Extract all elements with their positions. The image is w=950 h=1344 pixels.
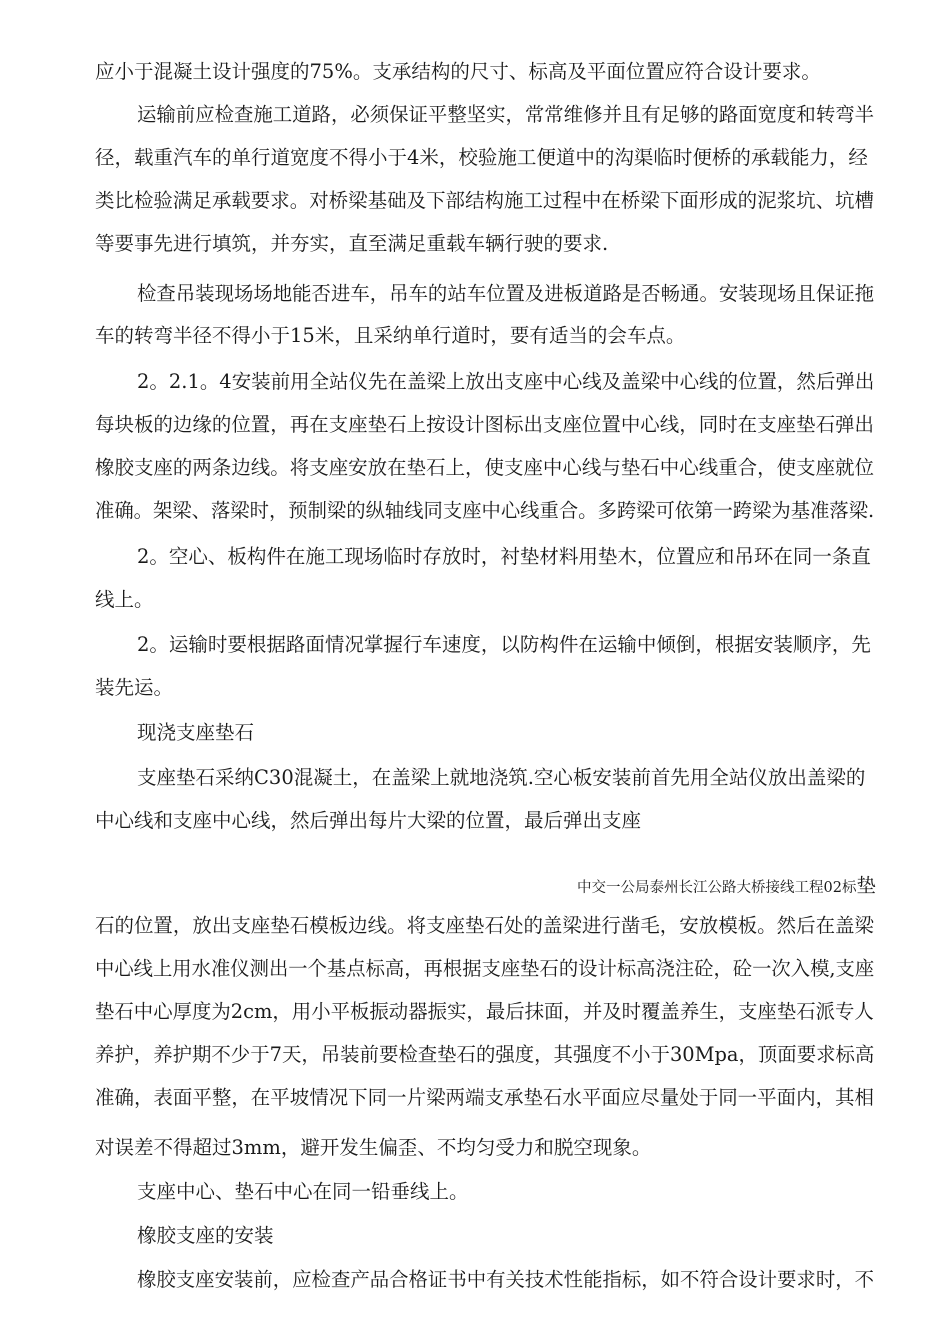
text-line: 线上。: [95, 588, 154, 611]
section-heading: 橡胶支座的安装: [137, 1224, 274, 1247]
text-line: 支座垫石采纳C30混凝土，在盖梁上就地浇筑.空心板安装前首先用全站仪放出盖梁的: [137, 766, 866, 789]
text-line: 装先运。: [95, 676, 174, 699]
text-line: 养护，养护期不少于7天，吊装前要检查垫石的强度，其强度不小于30Mpa，顶面要求标高: [95, 1043, 875, 1066]
text-line: 2。运输时要根据路面情况掌握行车速度，以防构件在运输中倾倒，根据安装顺序，先: [137, 633, 871, 656]
text-line: 中心线和支座中心线，然后弹出每片大梁的位置，最后弹出支座: [95, 809, 642, 832]
text-line: 应小于混凝土设计强度的75%。支承结构的尺寸、标高及平面位置应符合设计要求。: [95, 60, 821, 83]
footer-tail: 垫: [856, 874, 876, 897]
text-line: 垫石中心厚度为2cm，用小平板振动器振实，最后抹面，并及时覆盖养生，支座垫石派专人: [95, 1000, 874, 1023]
text-line: 类比检验满足承载要求。对桥梁基础及下部结构施工过程中在桥梁下面形成的泥浆坑、坑槽: [95, 189, 875, 212]
text-line: 检查吊装现场场地能否进车，吊车的站车位置及进板道路是否畅通。安装现场且保证拖: [137, 282, 875, 305]
text-line: 每块板的边缘的位置，再在支座垫石上按设计图标出支座位置中心线，同时在支座垫石弹出: [95, 413, 875, 436]
text-line: 准确，表面平整，在平坡情况下同一片梁两端支承垫石水平面应尽量处于同一平面内，其相: [95, 1086, 875, 1109]
text-line: 2。空心、板构件在施工现场临时存放时，衬垫材料用垫木，位置应和吊环在同一条直: [137, 545, 871, 568]
text-line: 车的转弯半径不得小于15米，且采纳单行道时，要有适当的会车点。: [95, 324, 686, 347]
section-heading: 现浇支座垫石: [137, 721, 255, 744]
text-line: 支座中心、垫石中心在同一铅垂线上。: [137, 1180, 469, 1203]
text-line: 石的位置，放出支座垫石模板边线。将支座垫石处的盖梁进行凿毛，安放模板。然后在盖梁: [95, 914, 875, 937]
text-line: 准确。架梁、落梁时，预制梁的纵轴线同支座中心线重合。多跨梁可依第一跨梁为基准落梁.: [95, 499, 875, 522]
text-line: 橡胶支座安装前，应检查产品合格证书中有关技术性能指标，如不符合设计要求时，不: [137, 1268, 875, 1291]
text-line: 等要事先进行填筑，并夯实，直至满足重载车辆行驶的要求.: [95, 232, 609, 255]
text-line: 运输前应检查施工道路，必须保证平整坚实，常常维修并且有足够的路面宽度和转弯半: [137, 103, 875, 126]
page-footer: [577, 876, 876, 898]
text-line: 对误差不得超过3mm，避开发生偏歪、不均匀受力和脱空现象。: [95, 1136, 652, 1159]
text-line: 2。2.1。4安装前用全站仪先在盖梁上放出支座中心线及盖梁中心线的位置，然后弹出: [137, 370, 875, 393]
footer-text: 中交一公局泰州长江公路大桥接线工程02标: [577, 880, 857, 896]
text-line: 径，载重汽车的单行道宽度不得小于4米，校验施工便道中的沟渠临时便桥的承载能力，经: [95, 146, 868, 169]
text-line: 中心线上用水准仪测出一个基点标高，再根据支座垫石的设计标高浇注砼，砼一次入模,支座: [95, 957, 875, 980]
text-line: 橡胶支座的两条边线。将支座安放在垫石上，使支座中心线与垫石中心线重合，使支座就位: [95, 456, 875, 479]
